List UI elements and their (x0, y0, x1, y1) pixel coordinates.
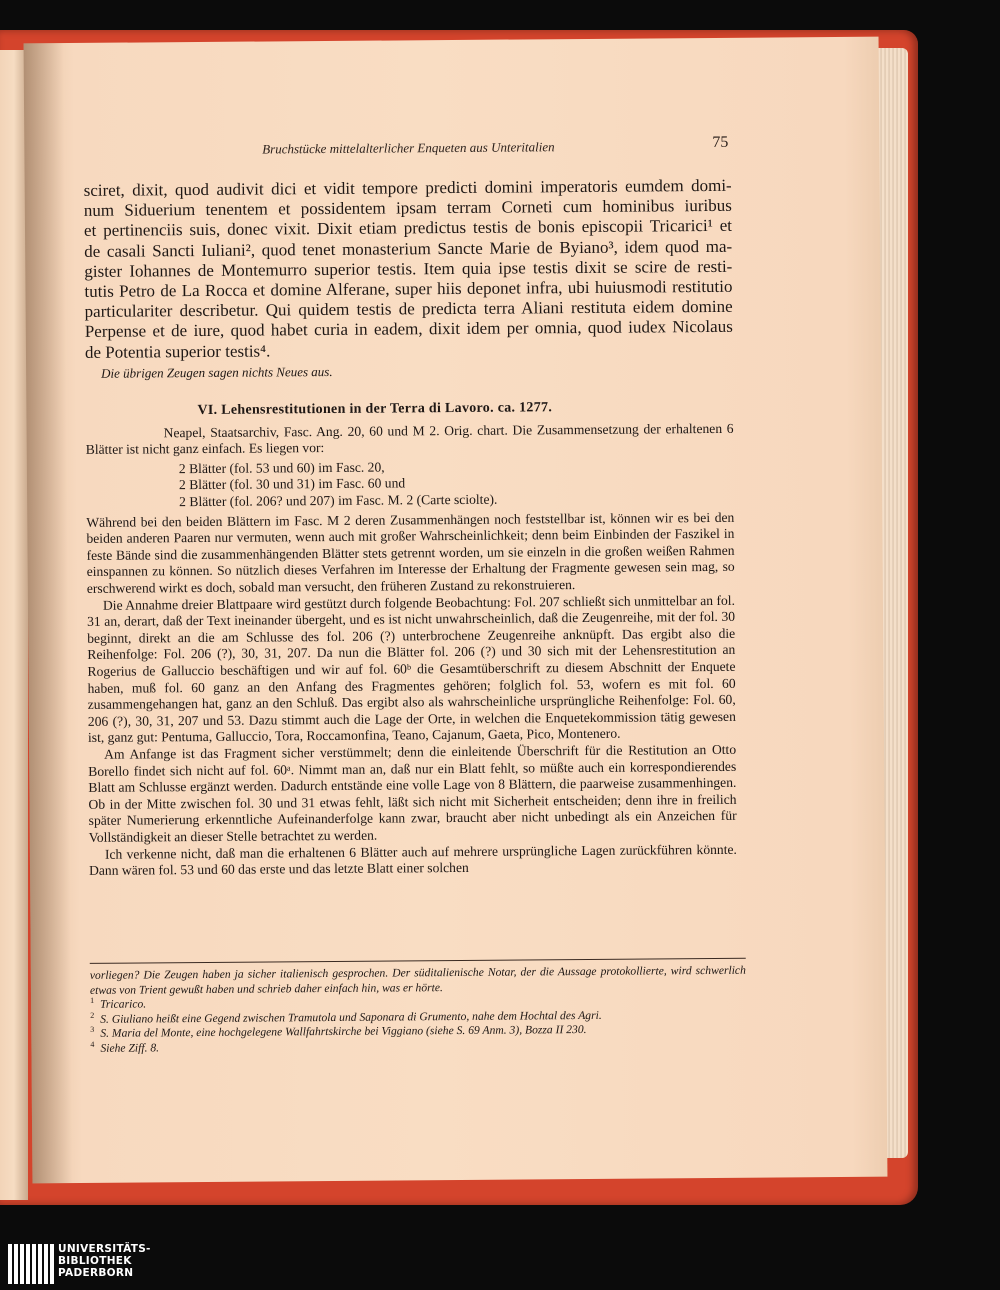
witness-note: Die übrigen Zeugen sagen nichts Neues aus. (101, 363, 333, 381)
library-name-line: UNIVERSITÄTS- (58, 1243, 151, 1255)
paragraph: Ich verkenne nicht, daß man die erhaltenen 6 Blätter auch auf mehrere ursprüngliche Lagen zurückführen könnte. Dann wären fol. 53 und 60 das erste und das letzte Blatt einer solchen (88, 841, 737, 879)
source-paragraph: Neapel, Staatsarchiv, Fasc. Ang. 20, 60 und M 2. Orig. chart. Die Zusammensetzung der erhaltenen 6 Blätter ist nicht ganz einfach. Es liegen vor: (85, 420, 734, 458)
latin-line: Perpense et de iure, quod habet curia in eadem, dixit idem per omnia, quod iudex Nicolaus (84, 317, 733, 342)
footnote-text: Tricarico. (100, 997, 147, 1011)
page-number: 75 (712, 133, 729, 151)
leaves-list-item: 2 Blätter (fol. 53 und 60) im Fasc. 20, (178, 459, 385, 477)
left-page-edge (0, 50, 28, 1200)
latin-line: num Siduerium tenentem et possidentem ipsam terram Corneti cum hominibus iuribus (83, 196, 732, 221)
running-head: Bruchstücke mittelalterlicher Enqueten aus Unteritalien (262, 139, 555, 157)
footnote-number: 1 (90, 995, 95, 1006)
latin-line: tutis Petro de La Rocca et domine Alferane, super hiis deponet infra, ubi huiusmodi restitutio (84, 276, 733, 301)
leaves-list-item: 2 Blätter (fol. 30 und 31) im Fasc. 60 und (178, 475, 406, 493)
leaves-list-item: 2 Blätter (fol. 206? und 207) im Fasc. M. 2 (Carte sciolte). (179, 491, 498, 510)
latin-line: particulariter describetur. Qui quidem testis de predicta terra Aliani restituta eidem domine (84, 296, 733, 322)
footnote-text: S. Giuliano heißt eine Gegend zwischen Tramutola und Saponara di Grumento, nahe dem Hochtal des Agri. (100, 1008, 602, 1026)
library-name-line: BIBLIOTHEK (58, 1255, 132, 1267)
paragraph: Am Anfange ist das Fragment sicher verstümmelt; denn die einleitende Überschrift für die Restitution an Otto Borello findet sich nicht auf fol. 60ᵃ. Nimmt man an, daß nur ein Blatt fehlt, so müßte auch ein korrespondierendes Blatt am Schlusse ergänzt werden. Dadurch entstände eine volle Lage von 8 Blättern, die paarweise zusammenhingen. Ob in der Mitte zwischen fol. 30 und 31 etwas fehlt, läßt sich nicht mit Sicherheit entscheiden; denn ihre in freilich später Numerierung erkenntliche Aufeinanderfolge kann zwar, braucht aber nicht unbedingt als ein Anzeichen für Vollständigkeit an dieser Stelle betrachtet zu werden. (88, 741, 737, 845)
latin-line: et pertinenciis suis, donec vixit. Dixit etiam predictus testis de bonis episcopii Tricarici¹ et (83, 216, 733, 241)
library-name (58, 1243, 151, 1279)
latin-line: de casali Sancti Iuliani², quod tenet monasterium Sancte Marie de Byiano³, idem quod ma- (84, 236, 733, 261)
latin-line: de Potentia superior testis⁴. (84, 340, 271, 362)
latin-line: sciret, dixit, quod audivit dici et vidit tempore predicti domini imperatoris eumdem domi- (83, 175, 732, 200)
footnote-text: S. Maria del Monte, eine hochgelegene Wallfahrtskirche bei Viggiano (siehe S. 69 Anm. 3), Bozza II 230. (100, 1022, 587, 1040)
footnote-text: Siehe Ziff. 8. (100, 1040, 160, 1055)
footnote-number: 4 (90, 1039, 95, 1049)
footnotes (90, 964, 747, 1056)
library-name-line: PADERBORN (58, 1267, 134, 1279)
book-page (24, 37, 888, 1184)
main-text (84, 176, 737, 880)
leaves-list (179, 457, 734, 511)
page-gutter-shadow (24, 43, 73, 1183)
section-body (86, 420, 738, 879)
footnote-number: 3 (90, 1024, 95, 1035)
latin-passage (84, 176, 733, 363)
footnote-rule (90, 958, 746, 964)
paragraph: Die Annahme dreier Blattpaare wird gestützt durch folgende Beobachtung: Fol. 207 schließt sich unmittelbar an fol. 31 an, derart, daß der Text ineinander übergeht, und es ist nicht unwahrscheinlich, daß die Zeugenreihe, mit der fol. 30 beginnt, direkt an die am Schlusse des fol. 206 (?) unterbrochene Zeugenreihe anknüpft. Das ergibt also die Reihenfolge: Fol. 206 (?), 30, 31, 207. Da nun die Blätter fol. 206 (?) und 30 sich mit der Lehensrestitution an Rogerius de Galluccio beschäftigen und wir auf fol. 60ᵇ die Gesamtüberschrift zu diesem Abschnitt der Enquete haben, muß fol. 60 ganz an den Anfang des Fragmentes gehören; folglich fol. 53, wofern es mit fol. 60 zusammengehangen hat, ganz an den Schluß. Das ergibt also als wahrscheinliche ursprüngliche Reihenfolge: Fol. 60, 206 (?), 30, 31, 207 und 53. Dazu stimmt auch die Lage der Orte, in welchen die Enquetekommission tätig gewesen ist, ganz gut: Pentuma, Galluccio, Tora, Roccamonfina, Teano, Cajanum, Gaeta, Pico, Montenero. (87, 592, 736, 746)
library-logo-icon (8, 1244, 54, 1284)
latin-line: gister Iohannes de Montemurro superior testis. Item quia ipse testis dixit se scire de resti- (84, 256, 733, 281)
footnote-continuation: vorliegen? Die Zeugen haben ja sicher italienisch gesprochen. Der süditalienische Notar, der die Aussage protokollierte, wird schwerlich etwas von Trient gewußt haben und schrieb daher einfach hin, was er hörte. (89, 963, 746, 997)
paragraph: Während bei den beiden Blättern im Fasc. M 2 deren Zusammenhängen noch feststellbar ist, können wir es bei den beiden anderen Paaren nur vermuten, wenn auch mit großer Wahrscheinlichkeit; denn beim Einbinden der Faszikel in feste Bände sind die zusammenhängenden Blätter stets getrennt worden, um sie einzeln in die großen weißen Rahmen einspannen zu können. So nützlich dieses Verfahren im Interesse der Erhaltung der Fragmente gewesen sein mag, so erschwerend wirkt es doch, sobald man versucht, den früheren Zustand zu rekonstruieren. (86, 509, 735, 596)
section-heading: VI. Lehensrestitutionen in der Terra di Lavoro. ca. 1277. (197, 399, 553, 418)
footnote-number: 2 (90, 1010, 95, 1020)
